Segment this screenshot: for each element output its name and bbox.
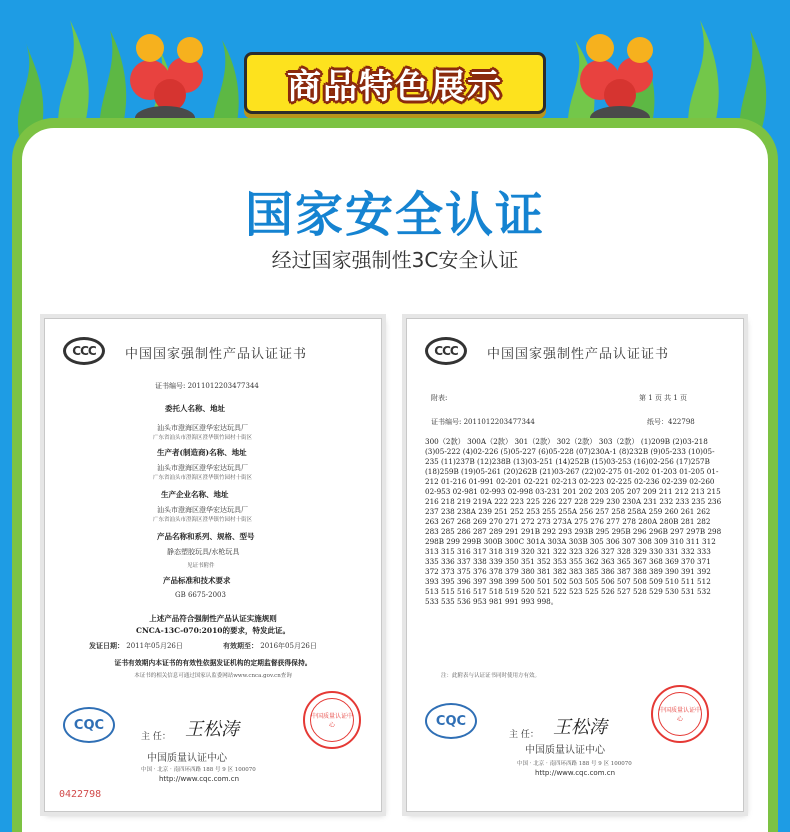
certificate-heading: 中国国家强制性产品认证证书 [125,347,308,362]
coral-left-icon [130,34,203,130]
issue-date-label: 发证日期： [89,641,124,650]
cert-no-row [155,381,259,391]
statement-line-1: 上述产品符合强制性产品认证实施规则 [149,614,277,623]
header-banner [244,52,546,114]
annex-model-list: 300（2款） 300A（2款） 301（2款） 302（2款） 303（2款） (1)209B (2)03-218 (3)05-222 (4)02-226 (5)05-227 (6)05-228 (07)230A-1 (8)232B (9)05-233 (10)05-235 (11)237B (12)238B (13)03-251 (14)252B (15)03-253 (16)02-256 (17)257B (18)259B (19)05-261 (20)262B (21)03-267 (22)02-275 01-202 01-203 01-205 01-212 01-216 01-991 02-201 02-221 02-213 02-223 02-225 02-236 02-239 02-260 02-953 02-981 02-993 02-998 03-231 201 202 203 205 207 209 211 212 213 215 216 218 219 219A 222 223 225 226 227 228 229 230 230A 231 232 233 235 236 237 238 238A 239 251 252 253 255 255A 256 257 258 258A 259 260 261 262 263 267 268 269 270 271 272 273 273A 275 276 277 278 280A 280B 281 282 283 285 286 287 289 291 291B 292 293 293B 295 295B 296 296B 297 297B 298 298B 299 299B 300B 300C 301A 303A 303B 305 306 307 308 309 310 311 312 313 315 316 317 318 319 320 321 322 323 326 327 328 329 330 331 332 333 335 336 337 338 339 350 351 352 353 355 362 363 365 367 368 369 370 371 372 373 375 376 378 379 380 381 382 383 385 386 387 388 389 390 391 392 393 395 396 397 398 399 500 501 502 503 505 506 507 508 509 510 511 512 513 515 516 517 518 519 520 521 522 523 525 526 527 528 529 530 531 532 533 535 536 953 981 991 993 998。 [425,437,722,606]
client-name: 汕头市澄海区澄华宏达玩具厂 [157,424,248,432]
center-website: http://www.cqc.com.cn [159,775,240,783]
factory-label: 生产企业名称、地址 [161,490,229,499]
client-address: 广东省汕头市澄海区澄华镇竹园村十街区 [153,435,253,441]
center-website: http://www.cqc.com.cn [535,769,616,777]
client-label: 委托人名称、地址 [165,404,225,413]
certificate-heading: 中国国家强制性产品认证证书 [487,347,670,362]
product-note: 见证书附件 [187,563,215,569]
cert-no-label: 证书编号: [431,418,462,426]
banner-title: 商品特色展示 [287,66,503,107]
cqc-logo-icon: CQC [425,703,477,739]
factory-address: 广东省汕头市澄海区澄华镇竹园村十街区 [153,517,253,523]
factory-name: 汕头市澄海区澄华宏达玩具厂 [157,506,248,514]
query-note: 本证书的相关信息可通过国家认监委网站www.cnca.gov.cn查询 [134,673,292,679]
validity-note: 证书有效期内本证书的有效性依据发证机构的定期监督获得保持。 [114,659,312,667]
director-label: 主 任： [509,730,539,740]
statement-line-2: CNCA-13C-070:2010的要求，特发此证。 [135,626,291,635]
center-address: 中国 · 北京 · 南四环西路 188 号 9 区 100070 [517,761,632,767]
producer-name: 汕头市澄海区澄华宏达玩具厂 [157,464,248,472]
certification-stamp-icon [651,685,709,743]
product-label: 产品名称和系列、规格、型号 [157,532,255,541]
product-name: 静态塑胶玩具/水枪玩具 [167,548,240,556]
center-name: 中国质量认证中心 [147,753,227,764]
center-address: 中国 · 北京 · 南四环西路 188 号 9 区 100070 [141,767,256,773]
certificate-main [44,318,382,812]
producer-address: 广东省汕头市澄海区澄华镇竹园村十街区 [153,475,253,481]
cert-no-row [431,417,535,427]
valid-date-label: 有效期至： [223,641,258,650]
ccc-logo-icon: CCC [63,337,105,365]
director-label: 主 任： [141,732,171,742]
serial-number: 0422798 [59,789,102,800]
valid-date-value: 2016年05月26日 [260,642,317,650]
director-signature: 王松涛 [185,719,239,740]
valid-date-row [223,641,317,651]
section-subtitle: 经过国家强制性3C安全认证 [271,248,519,272]
stamp-text: 中国质量认证中心 [659,707,702,723]
paper-no: 纸号：422798 [647,418,695,426]
ccc-logo-icon: CCC [425,337,467,365]
cert-no-value: 2011012203477344 [463,418,535,426]
center-name: 中国质量认证中心 [525,745,605,756]
cert-no-label: 证书编号: [155,382,186,390]
standard-value: GB 6675-2003 [175,591,226,599]
cert-no-value: 2011012203477344 [187,382,259,390]
producer-label: 生产者(制造商)名称、地址 [157,448,247,457]
section-title: 国家安全认证 [244,187,545,243]
director-signature: 王松涛 [553,717,607,738]
standard-label: 产品标准和技术要求 [163,576,231,585]
stamp-text: 中国质量认证中心 [311,713,354,729]
annex-label: 附表: [431,394,448,402]
issue-date-value: 2011年05月26日 [126,642,183,650]
cqc-logo-icon: CQC [63,707,115,743]
certification-stamp-icon [303,691,361,749]
page-info: 第 1 页 共 1 页 [639,394,688,402]
issue-date-row [89,641,183,651]
annex-note: 注：此附表与认证证书同时使用方有效。 [441,673,541,679]
certificate-annex [406,318,744,812]
coral-right-icon [580,34,653,130]
